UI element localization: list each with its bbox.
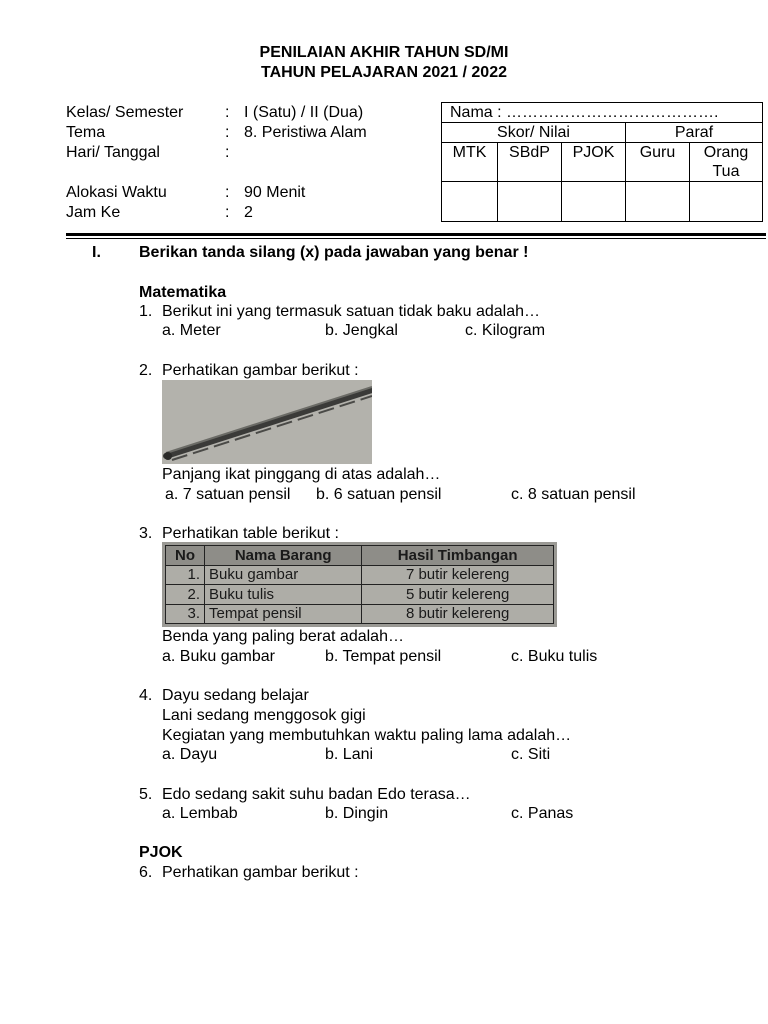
table-header: Nama Barang [205, 546, 362, 566]
question-2-option-c[interactable]: c. 8 satuan pensil [511, 486, 636, 503]
info-colon: : [225, 104, 230, 121]
question-1-option-b[interactable]: b. Jengkal [325, 322, 398, 339]
question-4-prompt: Kegiatan yang membutuhkan waktu paling lama adalah… [162, 727, 572, 744]
question-5-option-a[interactable]: a. Lembab [162, 805, 238, 822]
score-col-sbdp: SBdP [498, 143, 562, 182]
table-cell: 2. [166, 585, 205, 605]
info-colon: : [225, 204, 230, 221]
info-value-theme: 8. Peristiwa Alam [244, 124, 367, 141]
subject-heading-math: Matematika [139, 284, 227, 301]
table-cell: Buku gambar [205, 565, 362, 585]
score-cell-pjok[interactable] [562, 182, 626, 222]
question-5-option-c[interactable]: c. Panas [511, 805, 574, 822]
question-3-text: Perhatikan table berikut : [162, 525, 339, 542]
score-cell-sbdp[interactable] [498, 182, 562, 222]
table-header: No [166, 546, 205, 566]
signature-cell-parent[interactable] [690, 182, 763, 222]
info-value-period: 2 [244, 204, 253, 221]
belt-pencil-image [162, 380, 372, 464]
question-1-option-c[interactable]: c. Kilogram [465, 322, 546, 339]
question-2-option-b[interactable]: b. 6 satuan pensil [316, 486, 442, 503]
header-divider-thick [66, 233, 766, 236]
info-colon: : [225, 124, 230, 141]
academic-year: TAHUN PELAJARAN 2021 / 2022 [260, 64, 507, 81]
question-4-text: Dayu sedang belajar [162, 687, 309, 704]
question-3-prompt: Benda yang paling berat adalah… [162, 628, 404, 645]
info-label-duration: Alokasi Waktu [66, 184, 167, 201]
signature-col-parent: Orang Tua [690, 143, 763, 182]
section-number: I. [92, 244, 101, 261]
table-cell: 7 butir kelereng [362, 565, 554, 585]
table-cell: Tempat pensil [205, 604, 362, 624]
table-header: Hasil Timbangan [362, 546, 554, 566]
header-divider-thin [66, 238, 766, 239]
question-2-option-a[interactable]: a. 7 satuan pensil [165, 486, 291, 503]
table-cell: Buku tulis [205, 585, 362, 605]
question-3-option-b[interactable]: b. Tempat pensil [325, 648, 442, 665]
table-cell: 8 butir kelereng [362, 604, 554, 624]
question-4-text-2: Lani sedang menggosok gigi [162, 707, 366, 724]
score-col-mtk: MTK [442, 143, 498, 182]
question-3-option-c[interactable]: c. Buku tulis [511, 648, 598, 665]
question-4-option-c[interactable]: c. Siti [511, 746, 551, 763]
question-4-option-b[interactable]: b. Lani [325, 746, 374, 763]
subject-heading-pjok: PJOK [139, 844, 183, 861]
info-colon: : [225, 144, 230, 161]
question-6-text: Perhatikan gambar berikut : [162, 864, 359, 881]
info-value-duration: 90 Menit [244, 184, 306, 201]
question-number: 4. [139, 687, 153, 704]
signature-cell-teacher[interactable] [626, 182, 690, 222]
question-2-prompt: Panjang ikat pinggang di atas adalah… [162, 466, 441, 483]
table-cell: 3. [166, 604, 205, 624]
question-number: 5. [139, 786, 153, 803]
score-header: Skor/ Nilai [442, 123, 626, 143]
info-label-class: Kelas/ Semester [66, 104, 184, 121]
info-label-theme: Tema [66, 124, 106, 141]
signature-header: Paraf [626, 123, 763, 143]
info-colon: : [225, 184, 230, 201]
score-col-pjok: PJOK [562, 143, 626, 182]
student-name-field[interactable]: Nama : …………………………………. [442, 103, 763, 123]
signature-col-teacher: Guru [626, 143, 690, 182]
weighing-table-image [162, 542, 557, 627]
question-5-text: Edo sedang sakit suhu badan Edo terasa… [162, 786, 471, 803]
score-box [441, 102, 763, 222]
table-cell: 5 butir kelereng [362, 585, 554, 605]
question-number: 6. [139, 864, 153, 881]
score-cell-mtk[interactable] [442, 182, 498, 222]
question-4-option-a[interactable]: a. Dayu [162, 746, 218, 763]
section-instruction: Berikan tanda silang (x) pada jawaban yang benar ! [139, 244, 529, 261]
info-value-class: I (Satu) / II (Dua) [244, 104, 364, 121]
question-number: 1. [139, 303, 153, 320]
info-label-period: Jam Ke [66, 204, 121, 221]
info-label-date: Hari/ Tanggal [66, 144, 160, 161]
question-1-text: Berikut ini yang termasuk satuan tidak baku adalah… [162, 303, 540, 320]
question-3-option-a[interactable]: a. Buku gambar [162, 648, 275, 665]
table-cell: 1. [166, 565, 205, 585]
question-number: 3. [139, 525, 153, 542]
question-2-text: Perhatikan gambar berikut : [162, 362, 359, 379]
exam-title: PENILAIAN AKHIR TAHUN SD/MI [259, 44, 509, 61]
question-number: 2. [139, 362, 153, 379]
question-1-option-a[interactable]: a. Meter [162, 322, 221, 339]
question-5-option-b[interactable]: b. Dingin [325, 805, 389, 822]
